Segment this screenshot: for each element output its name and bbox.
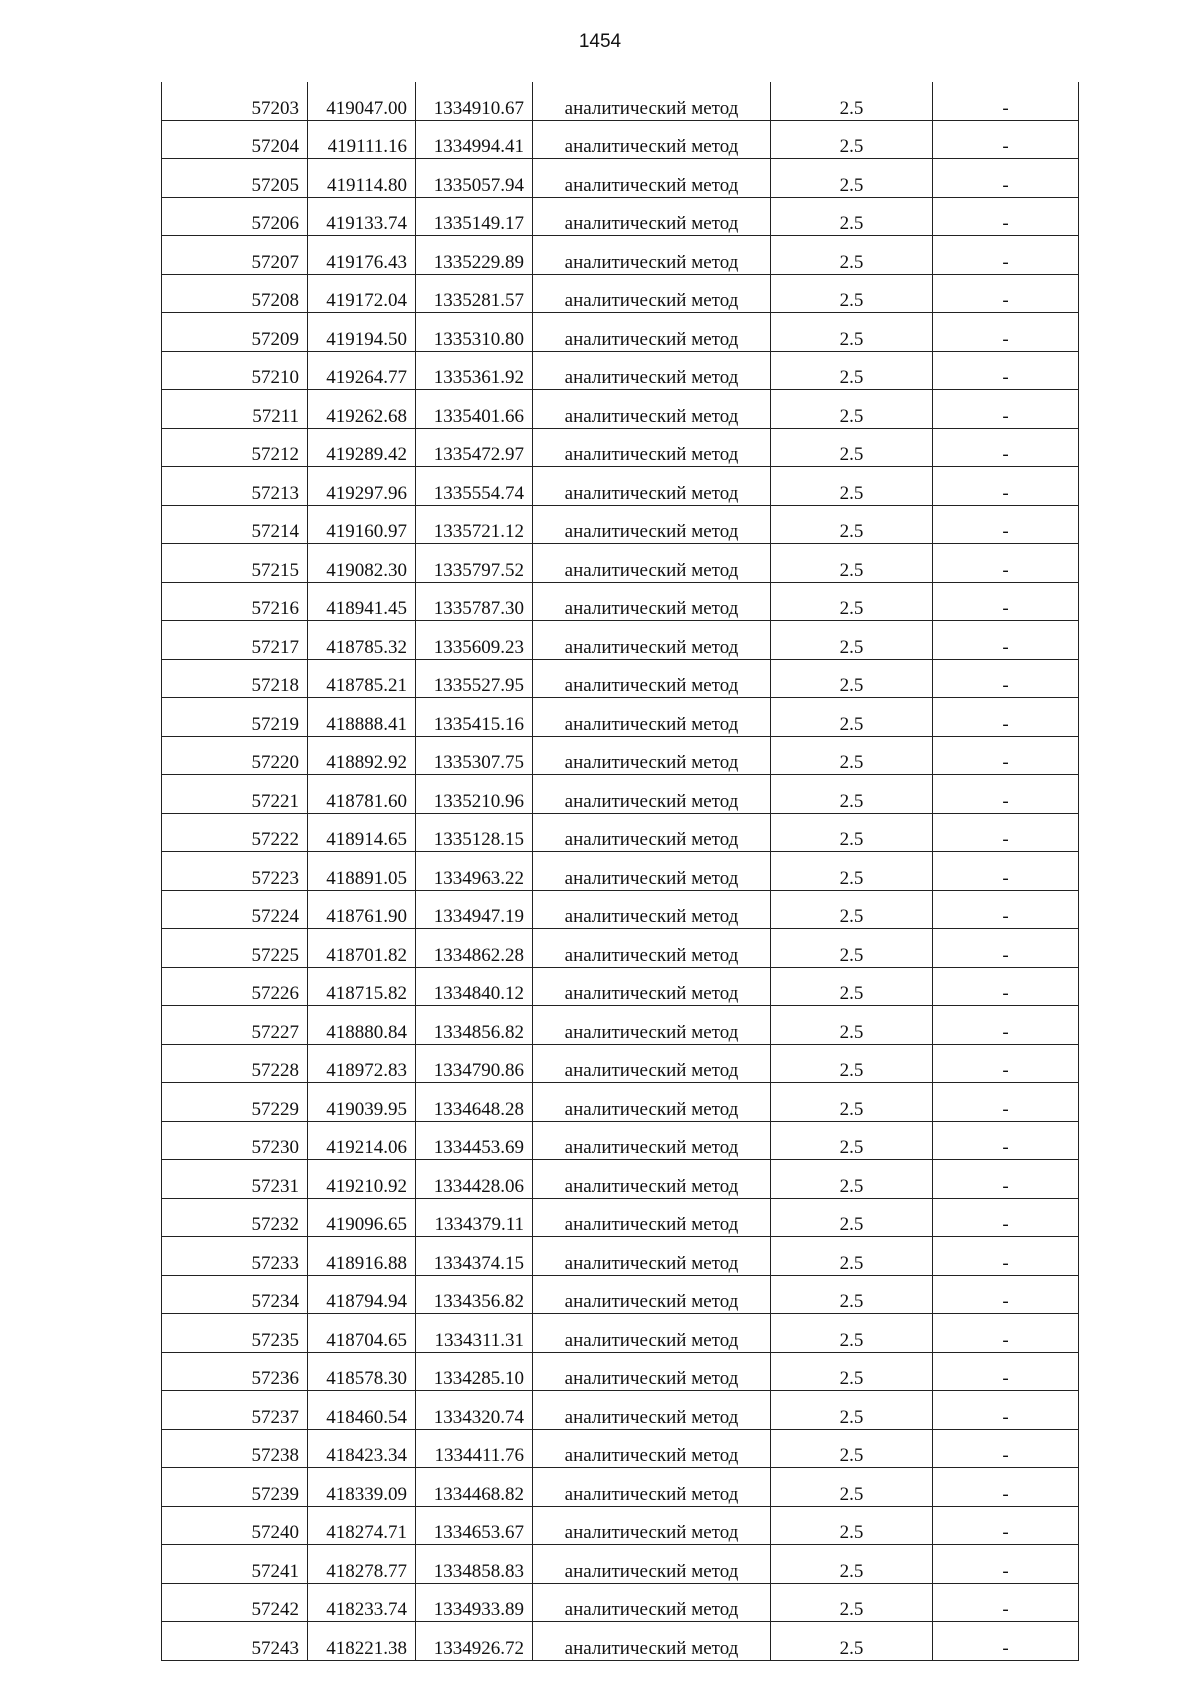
x-coordinate-cell: 418941.45 (308, 582, 416, 621)
method-cell: аналитический метод (533, 1121, 771, 1160)
point-number-cell: 57219 (162, 698, 308, 737)
y-coordinate-cell: 1334856.82 (416, 1006, 533, 1045)
table-row (162, 659, 1079, 698)
description-cell: - (933, 1275, 1079, 1314)
table-row (162, 159, 1079, 198)
accuracy-cell: 2.5 (771, 775, 933, 814)
accuracy-cell: 2.5 (771, 428, 933, 467)
point-number-cell: 57225 (162, 929, 308, 968)
accuracy-cell: 2.5 (771, 736, 933, 775)
table-row (162, 428, 1079, 467)
y-coordinate-cell: 1334285.10 (416, 1352, 533, 1391)
y-coordinate-cell: 1334428.06 (416, 1160, 533, 1199)
x-coordinate-cell: 419297.96 (308, 467, 416, 506)
x-coordinate-cell: 419172.04 (308, 274, 416, 313)
y-coordinate-cell: 1335210.96 (416, 775, 533, 814)
x-coordinate-cell: 418794.94 (308, 1275, 416, 1314)
table-row (162, 351, 1079, 390)
table-row (162, 390, 1079, 429)
table-row (162, 1468, 1079, 1507)
x-coordinate-cell: 418704.65 (308, 1314, 416, 1353)
method-cell: аналитический метод (533, 852, 771, 891)
x-coordinate-cell: 419210.92 (308, 1160, 416, 1199)
point-number-cell: 57229 (162, 1083, 308, 1122)
x-coordinate-cell: 419264.77 (308, 351, 416, 390)
description-cell: - (933, 736, 1079, 775)
point-number-cell: 57209 (162, 313, 308, 352)
accuracy-cell: 2.5 (771, 698, 933, 737)
point-number-cell: 57238 (162, 1429, 308, 1468)
point-number-cell: 57213 (162, 467, 308, 506)
description-cell: - (933, 351, 1079, 390)
x-coordinate-cell: 418785.32 (308, 621, 416, 660)
point-number-cell: 57208 (162, 274, 308, 313)
accuracy-cell: 2.5 (771, 467, 933, 506)
y-coordinate-cell: 1334453.69 (416, 1121, 533, 1160)
method-cell: аналитический метод (533, 890, 771, 929)
y-coordinate-cell: 1335527.95 (416, 659, 533, 698)
method-cell: аналитический метод (533, 351, 771, 390)
method-cell: аналитический метод (533, 544, 771, 583)
point-number-cell: 57211 (162, 390, 308, 429)
table-row (162, 621, 1079, 660)
accuracy-cell: 2.5 (771, 120, 933, 159)
x-coordinate-cell: 418761.90 (308, 890, 416, 929)
point-number-cell: 57226 (162, 967, 308, 1006)
x-coordinate-cell: 419096.65 (308, 1198, 416, 1237)
accuracy-cell: 2.5 (771, 1314, 933, 1353)
accuracy-cell: 2.5 (771, 197, 933, 236)
method-cell: аналитический метод (533, 1160, 771, 1199)
description-cell: - (933, 159, 1079, 198)
x-coordinate-cell: 418233.74 (308, 1583, 416, 1622)
point-number-cell: 57224 (162, 890, 308, 929)
point-number-cell: 57233 (162, 1237, 308, 1276)
accuracy-cell: 2.5 (771, 852, 933, 891)
description-cell: - (933, 82, 1079, 120)
y-coordinate-cell: 1335307.75 (416, 736, 533, 775)
point-number-cell: 57236 (162, 1352, 308, 1391)
x-coordinate-cell: 419262.68 (308, 390, 416, 429)
table-row (162, 1429, 1079, 1468)
table-row (162, 505, 1079, 544)
point-number-cell: 57210 (162, 351, 308, 390)
description-cell: - (933, 967, 1079, 1006)
y-coordinate-cell: 1334411.76 (416, 1429, 533, 1468)
method-cell: аналитический метод (533, 1391, 771, 1430)
point-number-cell: 57232 (162, 1198, 308, 1237)
method-cell: аналитический метод (533, 120, 771, 159)
description-cell: - (933, 428, 1079, 467)
point-number-cell: 57206 (162, 197, 308, 236)
point-number-cell: 57215 (162, 544, 308, 583)
y-coordinate-cell: 1334840.12 (416, 967, 533, 1006)
table-row (162, 544, 1079, 583)
y-coordinate-cell: 1335472.97 (416, 428, 533, 467)
accuracy-cell: 2.5 (771, 1622, 933, 1661)
y-coordinate-cell: 1335310.80 (416, 313, 533, 352)
coordinates-table (161, 82, 1079, 1661)
table-row (162, 1121, 1079, 1160)
description-cell: - (933, 1429, 1079, 1468)
accuracy-cell: 2.5 (771, 390, 933, 429)
method-cell: аналитический метод (533, 1083, 771, 1122)
point-number-cell: 57243 (162, 1622, 308, 1661)
method-cell: аналитический метод (533, 274, 771, 313)
method-cell: аналитический метод (533, 1468, 771, 1507)
x-coordinate-cell: 419176.43 (308, 236, 416, 275)
description-cell: - (933, 1468, 1079, 1507)
accuracy-cell: 2.5 (771, 813, 933, 852)
description-cell: - (933, 1006, 1079, 1045)
description-cell: - (933, 621, 1079, 660)
table-row (162, 1237, 1079, 1276)
accuracy-cell: 2.5 (771, 236, 933, 275)
point-number-cell: 57231 (162, 1160, 308, 1199)
description-cell: - (933, 852, 1079, 891)
table-row (162, 82, 1079, 120)
method-cell: аналитический метод (533, 1352, 771, 1391)
y-coordinate-cell: 1334320.74 (416, 1391, 533, 1430)
table-row (162, 775, 1079, 814)
x-coordinate-cell: 418701.82 (308, 929, 416, 968)
method-cell: аналитический метод (533, 390, 771, 429)
point-number-cell: 57203 (162, 82, 308, 120)
x-coordinate-cell: 418339.09 (308, 1468, 416, 1507)
x-coordinate-cell: 418972.83 (308, 1044, 416, 1083)
table-row (162, 1391, 1079, 1430)
table-row (162, 890, 1079, 929)
table-row (162, 698, 1079, 737)
x-coordinate-cell: 418423.34 (308, 1429, 416, 1468)
table-row (162, 1583, 1079, 1622)
page-number: 1454 (578, 31, 622, 52)
accuracy-cell: 2.5 (771, 1160, 933, 1199)
description-cell: - (933, 1198, 1079, 1237)
table-row (162, 1622, 1079, 1661)
y-coordinate-cell: 1334994.41 (416, 120, 533, 159)
accuracy-cell: 2.5 (771, 1083, 933, 1122)
accuracy-cell: 2.5 (771, 1006, 933, 1045)
accuracy-cell: 2.5 (771, 1121, 933, 1160)
description-cell: - (933, 1314, 1079, 1353)
x-coordinate-cell: 418888.41 (308, 698, 416, 737)
accuracy-cell: 2.5 (771, 929, 933, 968)
table-row (162, 582, 1079, 621)
method-cell: аналитический метод (533, 813, 771, 852)
method-cell: аналитический метод (533, 1237, 771, 1276)
accuracy-cell: 2.5 (771, 582, 933, 621)
table-row (162, 197, 1079, 236)
point-number-cell: 57221 (162, 775, 308, 814)
table-row (162, 236, 1079, 275)
point-number-cell: 57222 (162, 813, 308, 852)
accuracy-cell: 2.5 (771, 1198, 933, 1237)
x-coordinate-cell: 418892.92 (308, 736, 416, 775)
x-coordinate-cell: 418460.54 (308, 1391, 416, 1430)
description-cell: - (933, 1044, 1079, 1083)
method-cell: аналитический метод (533, 313, 771, 352)
accuracy-cell: 2.5 (771, 313, 933, 352)
description-cell: - (933, 120, 1079, 159)
point-number-cell: 57239 (162, 1468, 308, 1507)
description-cell: - (933, 890, 1079, 929)
point-number-cell: 57227 (162, 1006, 308, 1045)
x-coordinate-cell: 418781.60 (308, 775, 416, 814)
method-cell: аналитический метод (533, 428, 771, 467)
y-coordinate-cell: 1335787.30 (416, 582, 533, 621)
description-cell: - (933, 544, 1079, 583)
point-number-cell: 57204 (162, 120, 308, 159)
table-row (162, 1044, 1079, 1083)
description-cell: - (933, 390, 1079, 429)
method-cell: аналитический метод (533, 197, 771, 236)
method-cell: аналитический метод (533, 775, 771, 814)
y-coordinate-cell: 1334653.67 (416, 1506, 533, 1545)
x-coordinate-cell: 418880.84 (308, 1006, 416, 1045)
y-coordinate-cell: 1334468.82 (416, 1468, 533, 1507)
description-cell: - (933, 1391, 1079, 1430)
point-number-cell: 57216 (162, 582, 308, 621)
point-number-cell: 57230 (162, 1121, 308, 1160)
description-cell: - (933, 775, 1079, 814)
description-cell: - (933, 698, 1079, 737)
x-coordinate-cell: 418221.38 (308, 1622, 416, 1661)
method-cell: аналитический метод (533, 467, 771, 506)
point-number-cell: 57217 (162, 621, 308, 660)
method-cell: аналитический метод (533, 1006, 771, 1045)
description-cell: - (933, 1160, 1079, 1199)
method-cell: аналитический метод (533, 1583, 771, 1622)
point-number-cell: 57205 (162, 159, 308, 198)
point-number-cell: 57228 (162, 1044, 308, 1083)
description-cell: - (933, 1506, 1079, 1545)
method-cell: аналитический метод (533, 1314, 771, 1353)
x-coordinate-cell: 418891.05 (308, 852, 416, 891)
description-cell: - (933, 274, 1079, 313)
accuracy-cell: 2.5 (771, 1391, 933, 1430)
y-coordinate-cell: 1335057.94 (416, 159, 533, 198)
table-row (162, 120, 1079, 159)
table-row (162, 1160, 1079, 1199)
accuracy-cell: 2.5 (771, 890, 933, 929)
accuracy-cell: 2.5 (771, 274, 933, 313)
accuracy-cell: 2.5 (771, 505, 933, 544)
y-coordinate-cell: 1335401.66 (416, 390, 533, 429)
point-number-cell: 57212 (162, 428, 308, 467)
table-row (162, 813, 1079, 852)
accuracy-cell: 2.5 (771, 1583, 933, 1622)
x-coordinate-cell: 419082.30 (308, 544, 416, 583)
description-cell: - (933, 929, 1079, 968)
x-coordinate-cell: 418914.65 (308, 813, 416, 852)
accuracy-cell: 2.5 (771, 659, 933, 698)
x-coordinate-cell: 419133.74 (308, 197, 416, 236)
table-row (162, 967, 1079, 1006)
point-number-cell: 57237 (162, 1391, 308, 1430)
description-cell: - (933, 1583, 1079, 1622)
description-cell: - (933, 1622, 1079, 1661)
y-coordinate-cell: 1335415.16 (416, 698, 533, 737)
point-number-cell: 57242 (162, 1583, 308, 1622)
method-cell: аналитический метод (533, 1198, 771, 1237)
description-cell: - (933, 197, 1079, 236)
accuracy-cell: 2.5 (771, 1429, 933, 1468)
table-row (162, 929, 1079, 968)
y-coordinate-cell: 1334311.31 (416, 1314, 533, 1353)
y-coordinate-cell: 1334926.72 (416, 1622, 533, 1661)
accuracy-cell: 2.5 (771, 1237, 933, 1276)
y-coordinate-cell: 1334648.28 (416, 1083, 533, 1122)
description-cell: - (933, 582, 1079, 621)
y-coordinate-cell: 1334910.67 (416, 82, 533, 120)
description-cell: - (933, 1121, 1079, 1160)
method-cell: аналитический метод (533, 1044, 771, 1083)
table-row (162, 1506, 1079, 1545)
method-cell: аналитический метод (533, 1545, 771, 1584)
x-coordinate-cell: 419047.00 (308, 82, 416, 120)
table-row (162, 1314, 1079, 1353)
y-coordinate-cell: 1335609.23 (416, 621, 533, 660)
method-cell: аналитический метод (533, 1622, 771, 1661)
method-cell: аналитический метод (533, 929, 771, 968)
y-coordinate-cell: 1334862.28 (416, 929, 533, 968)
y-coordinate-cell: 1335361.92 (416, 351, 533, 390)
table-row (162, 1198, 1079, 1237)
point-number-cell: 57207 (162, 236, 308, 275)
table-row (162, 467, 1079, 506)
x-coordinate-cell: 419039.95 (308, 1083, 416, 1122)
method-cell: аналитический метод (533, 505, 771, 544)
method-cell: аналитический метод (533, 621, 771, 660)
y-coordinate-cell: 1335128.15 (416, 813, 533, 852)
table-row (162, 274, 1079, 313)
description-cell: - (933, 813, 1079, 852)
point-number-cell: 57234 (162, 1275, 308, 1314)
x-coordinate-cell: 419160.97 (308, 505, 416, 544)
y-coordinate-cell: 1335229.89 (416, 236, 533, 275)
accuracy-cell: 2.5 (771, 544, 933, 583)
accuracy-cell: 2.5 (771, 621, 933, 660)
x-coordinate-cell: 419194.50 (308, 313, 416, 352)
point-number-cell: 57214 (162, 505, 308, 544)
x-coordinate-cell: 418278.77 (308, 1545, 416, 1584)
method-cell: аналитический метод (533, 159, 771, 198)
x-coordinate-cell: 418916.88 (308, 1237, 416, 1276)
point-number-cell: 57241 (162, 1545, 308, 1584)
table-row (162, 1006, 1079, 1045)
y-coordinate-cell: 1335797.52 (416, 544, 533, 583)
x-coordinate-cell: 418785.21 (308, 659, 416, 698)
method-cell: аналитический метод (533, 736, 771, 775)
accuracy-cell: 2.5 (771, 1352, 933, 1391)
method-cell: аналитический метод (533, 1506, 771, 1545)
method-cell: аналитический метод (533, 659, 771, 698)
x-coordinate-cell: 419111.16 (308, 120, 416, 159)
description-cell: - (933, 236, 1079, 275)
table-row (162, 1275, 1079, 1314)
y-coordinate-cell: 1334858.83 (416, 1545, 533, 1584)
description-cell: - (933, 659, 1079, 698)
y-coordinate-cell: 1334963.22 (416, 852, 533, 891)
accuracy-cell: 2.5 (771, 1506, 933, 1545)
accuracy-cell: 2.5 (771, 82, 933, 120)
method-cell: аналитический метод (533, 1275, 771, 1314)
x-coordinate-cell: 418274.71 (308, 1506, 416, 1545)
table-row (162, 736, 1079, 775)
method-cell: аналитический метод (533, 582, 771, 621)
description-cell: - (933, 313, 1079, 352)
table-row (162, 852, 1079, 891)
table-row (162, 1545, 1079, 1584)
x-coordinate-cell: 418578.30 (308, 1352, 416, 1391)
coordinates-table-body (162, 82, 1079, 1660)
point-number-cell: 57218 (162, 659, 308, 698)
y-coordinate-cell: 1334933.89 (416, 1583, 533, 1622)
accuracy-cell: 2.5 (771, 1545, 933, 1584)
y-coordinate-cell: 1334356.82 (416, 1275, 533, 1314)
x-coordinate-cell: 418715.82 (308, 967, 416, 1006)
x-coordinate-cell: 419289.42 (308, 428, 416, 467)
x-coordinate-cell: 419214.06 (308, 1121, 416, 1160)
method-cell: аналитический метод (533, 967, 771, 1006)
table-row (162, 1083, 1079, 1122)
method-cell: аналитический метод (533, 236, 771, 275)
description-cell: - (933, 1352, 1079, 1391)
y-coordinate-cell: 1335721.12 (416, 505, 533, 544)
point-number-cell: 57223 (162, 852, 308, 891)
y-coordinate-cell: 1334947.19 (416, 890, 533, 929)
table-row (162, 313, 1079, 352)
accuracy-cell: 2.5 (771, 1044, 933, 1083)
y-coordinate-cell: 1334374.15 (416, 1237, 533, 1276)
accuracy-cell: 2.5 (771, 967, 933, 1006)
y-coordinate-cell: 1334790.86 (416, 1044, 533, 1083)
accuracy-cell: 2.5 (771, 159, 933, 198)
point-number-cell: 57235 (162, 1314, 308, 1353)
y-coordinate-cell: 1335149.17 (416, 197, 533, 236)
y-coordinate-cell: 1334379.11 (416, 1198, 533, 1237)
accuracy-cell: 2.5 (771, 1468, 933, 1507)
description-cell: - (933, 1083, 1079, 1122)
description-cell: - (933, 1237, 1079, 1276)
method-cell: аналитический метод (533, 698, 771, 737)
point-number-cell: 57240 (162, 1506, 308, 1545)
table-row (162, 1352, 1079, 1391)
x-coordinate-cell: 419114.80 (308, 159, 416, 198)
y-coordinate-cell: 1335281.57 (416, 274, 533, 313)
method-cell: аналитический метод (533, 1429, 771, 1468)
y-coordinate-cell: 1335554.74 (416, 467, 533, 506)
description-cell: - (933, 505, 1079, 544)
method-cell: аналитический метод (533, 82, 771, 120)
accuracy-cell: 2.5 (771, 1275, 933, 1314)
point-number-cell: 57220 (162, 736, 308, 775)
accuracy-cell: 2.5 (771, 351, 933, 390)
description-cell: - (933, 1545, 1079, 1584)
description-cell: - (933, 467, 1079, 506)
